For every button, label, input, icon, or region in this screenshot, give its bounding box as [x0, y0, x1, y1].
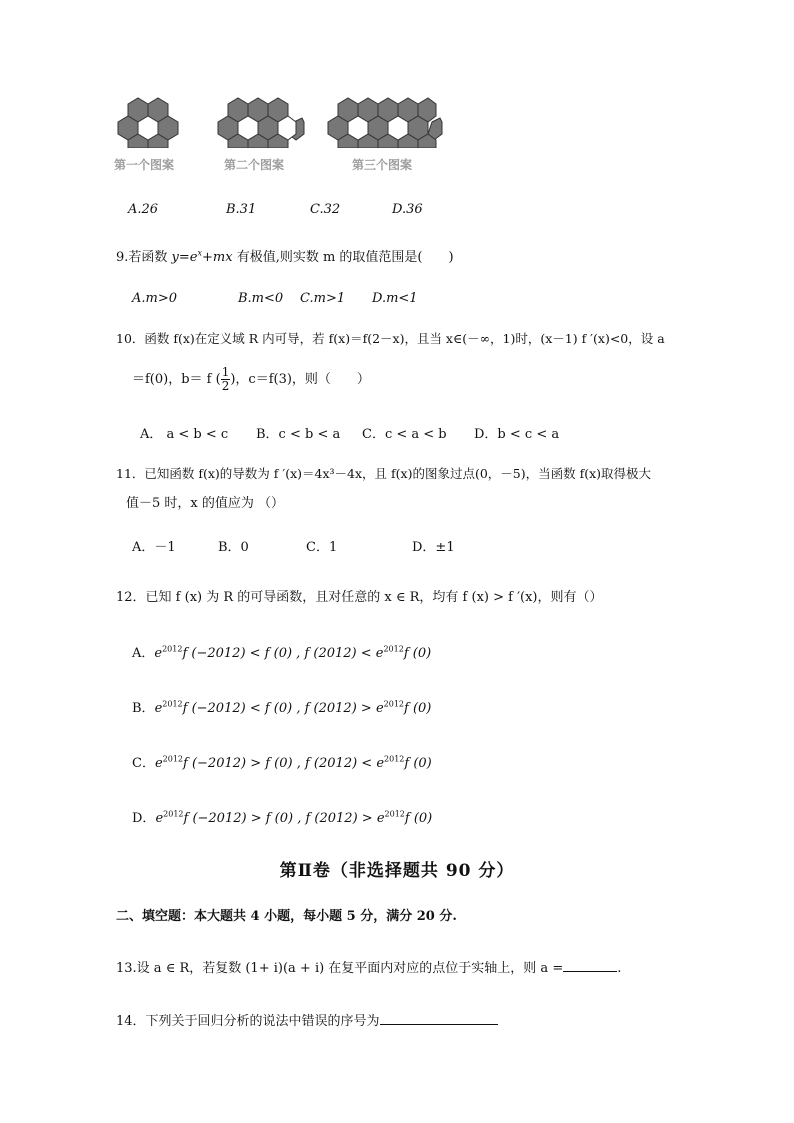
q9-option-b[interactable]: B.m<0 — [238, 291, 284, 306]
q12-option-b-label: B． — [132, 701, 155, 716]
q12-option-c-label: C． — [132, 756, 155, 771]
q12-stem: 12．已知 f (x) 为 R 的可导函数，且对任意的 x ∈ R，均有 f (x) > f ′(x)，则有（） — [116, 590, 603, 605]
q10-option-b[interactable]: B．c < b < a — [256, 427, 341, 442]
q10-line2-a: ＝f(0)，b＝ f ( — [132, 372, 221, 387]
e-base: e — [155, 811, 164, 826]
q8-option-b[interactable]: B.31 — [226, 202, 257, 217]
e-base: e — [154, 646, 163, 661]
q12-option-a[interactable] — [132, 642, 431, 661]
q9-func: y=e — [171, 250, 198, 265]
q8-option-a[interactable]: A.26 — [128, 202, 159, 217]
q10-option-d[interactable]: D．b < c < a — [474, 427, 560, 442]
e-exponent: 2012 — [384, 754, 405, 764]
e-base: e — [154, 701, 163, 716]
q10-line2-b: )，c＝f(3)，则（ ） — [230, 372, 370, 387]
q11-line2: 值－5 时，x 的值应为 （） — [126, 496, 284, 511]
q12-option-c-part1: f (−2012) > f (0) , f (2012) < — [183, 756, 377, 771]
q12-option-b-part2: f (0) — [404, 701, 432, 716]
q12-option-d-label: D． — [132, 811, 156, 826]
e-exponent: 2012 — [162, 754, 184, 764]
q10-line2 — [132, 366, 370, 393]
pattern-figure-2 — [216, 96, 306, 148]
e-exponent: 2012 — [384, 809, 405, 819]
q11-option-a[interactable]: A．－1 — [132, 540, 176, 555]
q12-option-a-part1: f (−2012) < f (0) , f (2012) < — [182, 646, 376, 661]
q12-option-a-label: A． — [132, 646, 155, 661]
e-exponent: 2012 — [162, 644, 183, 654]
figure-caption-3: 第三个图案 — [352, 158, 413, 172]
q10-line1: 10．函数 f(x)在定义域 R 内可导，若 f(x)＝f(2－x)，且当 x∈(－∞，1)时，(x－1) f ′(x)<0，设 a — [116, 331, 665, 346]
e-base: e — [375, 701, 384, 716]
q9-stem-suffix: 有极值,则实数 m 的取值范围是( ) — [232, 250, 454, 265]
q12-option-d-part1: f (−2012) > f (0) , f (2012) > — [183, 811, 377, 826]
q9-func-rest: +mx — [202, 250, 233, 265]
q14-stem — [116, 1010, 498, 1029]
pattern-figure-1 — [112, 96, 182, 148]
q14-stem-text: 14．下列关于回归分析的说法中错误的序号为 — [116, 1014, 380, 1029]
q10-option-a[interactable]: A． a < b < c — [140, 427, 229, 442]
q12-option-d[interactable] — [132, 807, 432, 826]
q9-stem-prefix: 9.若函数 — [116, 250, 172, 265]
q13-end: . — [617, 961, 622, 976]
q12-option-c-part2: f (0) — [404, 756, 432, 771]
q10-option-c[interactable]: C．c < a < b — [362, 427, 447, 442]
e-exponent: 2012 — [162, 699, 183, 709]
q10-fraction-den: 2 — [221, 379, 230, 393]
section-title: 第Ⅱ卷（非选择题共 90 分） — [279, 861, 515, 881]
q12-option-b[interactable] — [132, 697, 431, 716]
q11-option-c[interactable]: C．1 — [306, 540, 338, 555]
q13-stem — [116, 957, 621, 976]
q11-line1: 11．已知函数 f(x)的导数为 f ′(x)＝4x³－4x，且 f(x)的图象过点(0，－5)，当函数 f(x)取得极大 — [116, 466, 652, 481]
q10-fraction-num: 1 — [221, 365, 230, 379]
e-base: e — [375, 646, 384, 661]
figure-caption-2: 第二个图案 — [224, 158, 285, 172]
e-base: e — [376, 811, 385, 826]
e-base: e — [154, 756, 163, 771]
q9-stem — [116, 246, 454, 265]
figure-caption-1: 第一个图案 — [114, 158, 175, 172]
e-base: e — [376, 756, 385, 771]
q11-option-b[interactable]: B．0 — [218, 540, 249, 555]
q10-fraction — [221, 366, 231, 393]
q11-option-d[interactable]: D．±1 — [412, 540, 455, 555]
q12-option-d-part2: f (0) — [404, 811, 433, 826]
q12-option-a-part2: f (0) — [403, 646, 432, 661]
q14-answer-blank[interactable] — [380, 1012, 498, 1025]
q12-option-c[interactable] — [132, 752, 432, 771]
q9-option-a[interactable]: A.m>0 — [132, 291, 178, 306]
q13-stem-text: 13.设 a ∈ R，若复数 (1+ i)(a + i) 在复平面内对应的点位于实轴上，则 a = — [116, 961, 564, 976]
q9-option-d[interactable]: D.m<1 — [372, 291, 418, 306]
section-heading: 二、填空题：本大题共 4 小题，每小题 5 分，满分 20 分. — [116, 909, 457, 924]
q12-option-b-part1: f (−2012) < f (0) , f (2012) > — [182, 701, 376, 716]
q13-answer-blank[interactable] — [563, 959, 617, 972]
q8-option-c[interactable]: C.32 — [310, 202, 341, 217]
e-exponent: 2012 — [383, 644, 404, 654]
pattern-figure-3 — [326, 96, 444, 148]
q9-func-sup: x — [197, 248, 202, 258]
q9-option-c[interactable]: C.m>1 — [300, 291, 346, 306]
q8-option-d[interactable]: D.36 — [392, 202, 423, 217]
e-exponent: 2012 — [383, 699, 404, 709]
e-exponent: 2012 — [163, 809, 184, 819]
